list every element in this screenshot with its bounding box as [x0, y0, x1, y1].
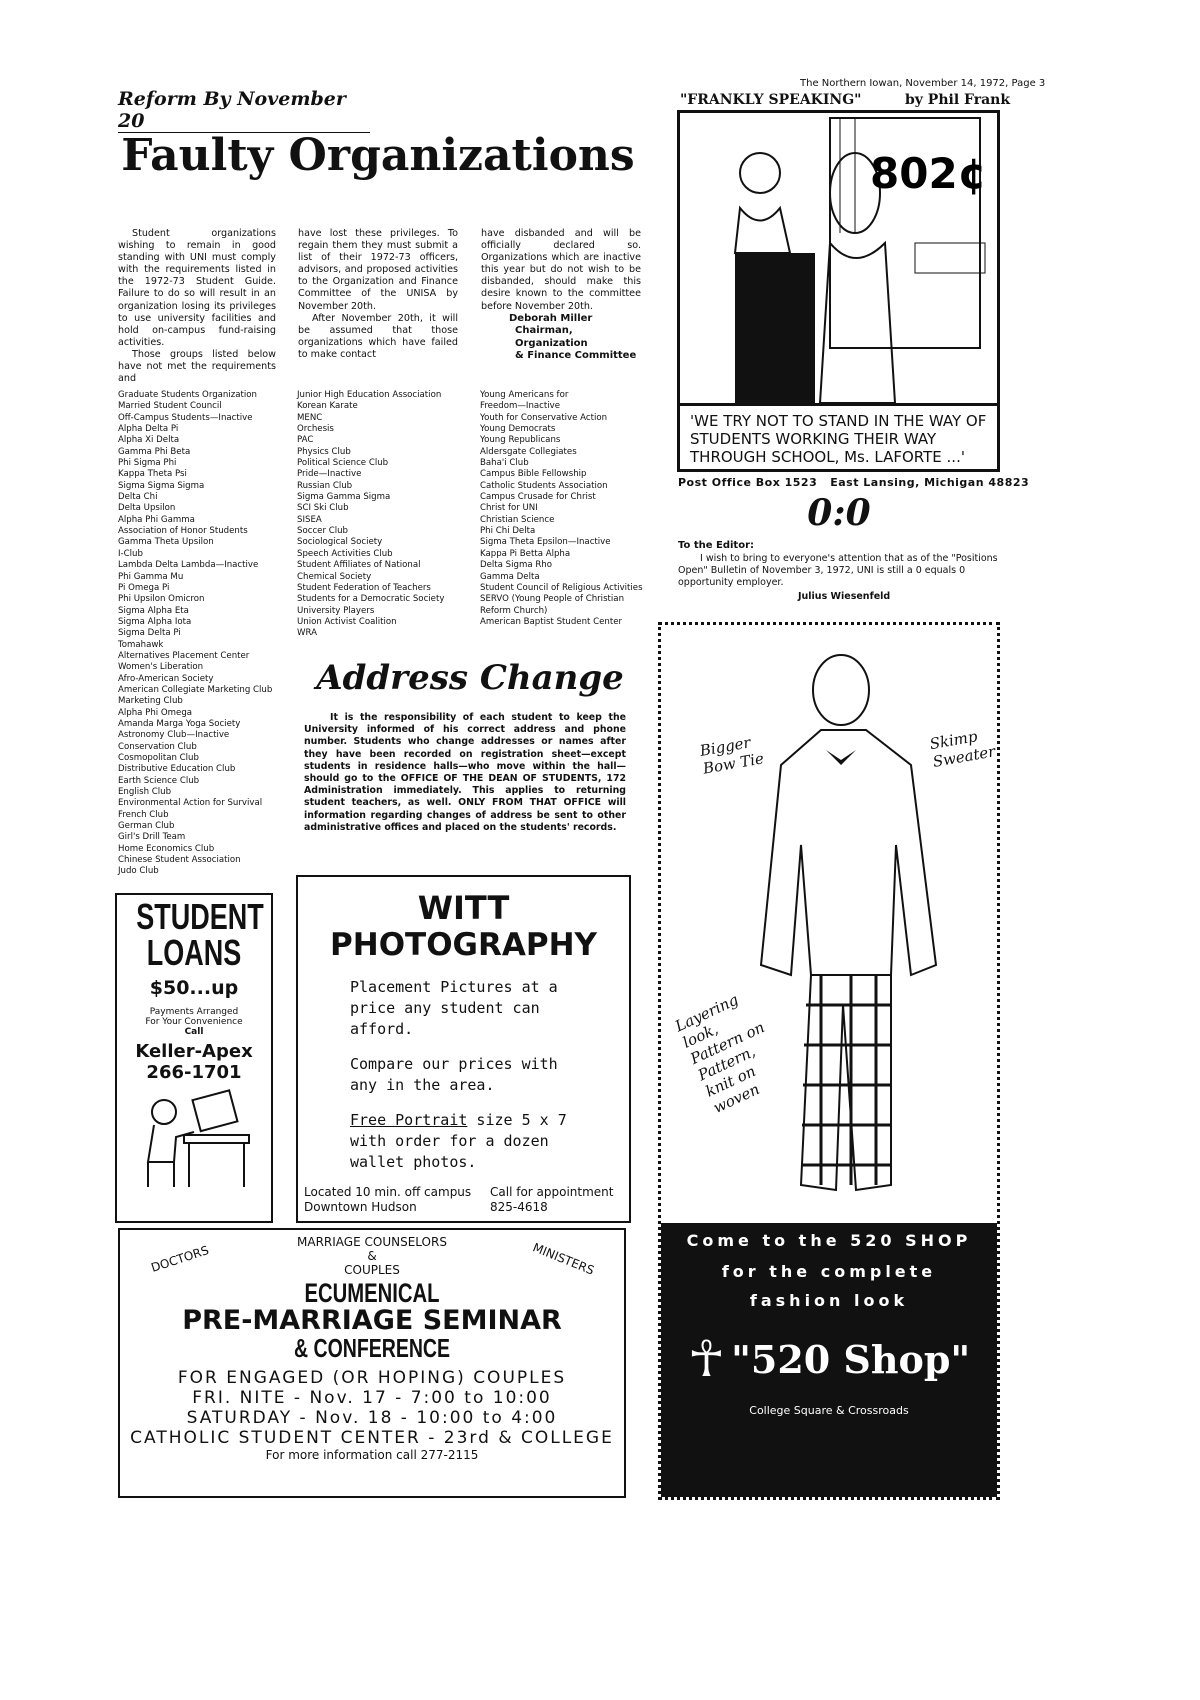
organization-list-item: Married Student Council — [118, 401, 222, 412]
ad-text: FRI. NITE - Nov. 17 - 7:00 to 10:00 — [192, 1388, 552, 1408]
ad-headline: LOANS — [146, 932, 242, 973]
organization-list-item: Chemical Society — [297, 571, 372, 582]
organization-list-item: Amanda Marga Yoga Society — [118, 718, 241, 729]
organization-list-item: Alpha Delta Pi — [118, 424, 179, 435]
organization-list-item: Campus Crusade for Christ — [480, 492, 596, 503]
organization-list-item: Russian Club — [297, 480, 353, 491]
organization-list-item: Reform Church) — [480, 605, 548, 616]
organization-list-item: Alpha Phi Omega — [118, 707, 193, 718]
organization-list-item: Student Federation of Teachers — [297, 582, 431, 593]
organization-list-item: Lambda Delta Lambda—Inactive — [118, 560, 259, 571]
ad-text: size 5 x 7 with order for a dozen wallet photos. — [350, 1111, 567, 1171]
organization-list-item: Sigma Sigma Sigma — [118, 480, 205, 491]
org-list-1 — [118, 390, 272, 878]
fashion-illustration — [721, 645, 951, 1215]
paragraph: After November 20th, it will be assumed that those organizations which have failed to make contact — [298, 312, 458, 360]
org-list-2 — [297, 390, 444, 640]
organization-list-item: Cosmopolitan Club — [118, 753, 199, 763]
organization-list-item: Gamma Phi Beta — [118, 446, 191, 457]
organization-list-item: WRA — [297, 628, 317, 639]
cartoon-title: "FRANKLY SPEAKING" — [680, 92, 862, 108]
cartoon-illustration — [680, 113, 997, 403]
ad-headline: fashion look — [749, 1291, 909, 1310]
ad-text: SATURDAY - Nov. 18 - 10:00 to 4:00 — [186, 1408, 558, 1428]
organization-list-item: Aldersgate Collegiates — [480, 446, 577, 457]
organization-list-item: Sigma Alpha Iota — [118, 616, 192, 627]
ad-headline: WITT — [417, 889, 510, 927]
ad-text: For more information call 277-2115 — [265, 1448, 479, 1462]
ad-headline: Come to the 520 SHOP — [686, 1231, 972, 1250]
ad-price: $50...up — [149, 977, 239, 999]
organization-list-item: SCI Ski Club — [297, 503, 349, 514]
organization-list-item: Afro-American Society — [118, 673, 214, 684]
organization-list-item: Sigma Alpha Eta — [118, 605, 189, 616]
handwritten-note: Layering look, Pattern on Pattern, knit on woven — [672, 990, 768, 1117]
ad-headline: for the complete — [721, 1262, 937, 1281]
ad-location — [304, 1185, 471, 1215]
paragraph: Student organizations wishing to remain in good standing with UNI must comply with the requirements listed in the 1972-73 Student Guide. Failure to do so will result in an organization losing its privileges to use university facilities and hold on-campus fund-raising activities. — [118, 228, 276, 348]
organization-list-item: German Club — [118, 821, 175, 832]
ad-text: DOCTORS — [149, 1243, 211, 1275]
organization-list-item: Pride—Inactive — [297, 469, 362, 480]
signature-title: Chairman, Organization — [515, 325, 588, 349]
ad-text: Payments Arranged — [149, 1007, 239, 1017]
ad-phone: 825-4618 — [490, 1200, 548, 1214]
organization-list-item: Astronomy Club—Inactive — [118, 730, 230, 741]
ad-text: MARRIAGE COUNSELORS — [297, 1235, 447, 1249]
organization-list-item: Youth for Conservative Action — [480, 412, 608, 423]
organization-list-item: Judo Club — [118, 866, 159, 877]
shop-locations: College Square & Crossroads — [749, 1404, 909, 1417]
signature-name: Deborah Miller — [509, 312, 593, 324]
ad-text: CATHOLIC STUDENT CENTER - 23rd & COLLEGE — [130, 1428, 614, 1448]
article-column-2 — [298, 228, 458, 361]
shop-logo: "520 Shop" — [731, 1336, 971, 1382]
organization-list-item: Physics Club — [297, 446, 351, 457]
handwritten-note: Bigger Bow Tie — [698, 733, 766, 778]
organization-list-item: Young Democrats — [480, 424, 556, 435]
organization-list-item: Freedom—Inactive — [480, 401, 561, 412]
organization-list-item: PAC — [297, 435, 314, 446]
organization-list-item: MENC — [297, 412, 323, 423]
free-portrait-text: Free Portrait — [350, 1111, 468, 1129]
organization-list-item: Speech Activities Club — [297, 548, 393, 559]
organization-list-item: Earth Science Club — [118, 775, 200, 786]
ad-phone: 266-1701 — [146, 1062, 242, 1083]
ad-text: FOR ENGAGED (OR HOPING) COUPLES — [177, 1368, 567, 1388]
organization-list-item: Delta Sigma Rho — [480, 560, 553, 571]
organization-list-item: Union Activist Coalition — [297, 616, 397, 627]
organization-list-item: American Baptist Student Center — [480, 616, 623, 627]
organization-list-item: Students for a Democratic Society — [297, 594, 445, 605]
witt-photography-ad — [296, 875, 631, 1223]
masthead-line: The Northern Iowan, November 14, 1972, Page 3 — [800, 78, 1046, 89]
organization-list-item: Young Republicans — [480, 435, 561, 446]
organization-list-item: Gamma Theta Upsilon — [118, 537, 214, 548]
ad-text: Located 10 min. off campus — [304, 1185, 472, 1199]
organization-list-item: Student Council of Religious Activities — [480, 582, 643, 593]
address-change-title: Address Change — [316, 658, 624, 698]
organization-list-item: Delta Upsilon — [118, 503, 176, 514]
organization-list-item: Phi Sigma Phi — [118, 458, 177, 469]
ad-text: Downtown Hudson — [304, 1200, 417, 1214]
organization-list-item: Home Economics Club — [118, 843, 215, 854]
shop-ad-panel — [661, 1223, 997, 1497]
paragraph: have lost these privileges. To regain them they must submit a list of their 1972-73 officers, advisors, and proposed activities to the Organization and Finance Committee of the UNISA by November 20th. — [298, 228, 458, 312]
ad-text: Call — [184, 1027, 204, 1037]
pre-marriage-seminar-ad — [118, 1228, 626, 1498]
organization-list-item: Tomahawk — [118, 639, 164, 650]
organization-list-item: English Club — [118, 787, 172, 798]
letter-body: I wish to bring to everyone's attention that as of the "Positions Open" Bulletin of November 3, 1972, UNI is still a 0 equals 0 opportunity employer. — [678, 553, 998, 588]
ad-headline: PHOTOGRAPHY — [330, 927, 597, 963]
ad-text: Compare our prices with any in the area. — [350, 1055, 558, 1094]
ad-headline: & CONFERENCE — [293, 1333, 450, 1363]
organization-list-item: Phi Chi Delta — [480, 526, 536, 537]
ad-headline: PRE-MARRIAGE SEMINAR — [182, 1305, 562, 1336]
organization-list-item: Phi Gamma Mu — [118, 571, 184, 582]
520-shop-ad — [658, 622, 1000, 1500]
paragraph: have disbanded and will be officially declared so. Organizations which are inactive this year but do not wish to be disbanded, should make this desire known to the committee before November 20th. — [481, 228, 641, 312]
organization-list-item: Graduate Students Organization — [118, 390, 257, 400]
letter-author: Julius Wiesenfeld — [798, 591, 891, 602]
article-column-3 — [481, 228, 641, 363]
organization-list-item: I-Club — [118, 548, 143, 559]
organization-list-item: Delta Chi — [118, 492, 158, 503]
article-column-1 — [118, 228, 276, 385]
letter-salutation: To the Editor: — [678, 540, 755, 551]
price-sign: 802¢ — [870, 149, 987, 198]
organization-list-item: Pi Omega Pi — [118, 582, 170, 593]
organization-list-item: Sociological Society — [297, 537, 383, 548]
frankly-speaking-cartoon — [677, 110, 1000, 472]
organization-list-item: Chinese Student Association — [118, 855, 241, 866]
ad-headline: ECUMENICAL — [304, 1278, 440, 1308]
student-loans-ad — [115, 893, 273, 1223]
ad-text: MINISTERS — [530, 1240, 597, 1278]
organization-list-item: Alpha Xi Delta — [118, 435, 180, 446]
organization-list-item: University Players — [297, 605, 375, 616]
organization-list-item: Christian Science — [480, 514, 555, 525]
article-title: Faulty Organizations — [121, 130, 635, 181]
organization-list-item: Soccer Club — [297, 526, 349, 537]
address-change-body: It is the responsibility of each student to keep the University informed of his correct address and phone number. Students who change addresses or names after they have been recorded on registration sheet—except students in residence halls—who move within the hall—should go to the OFFICE OF THE DEAN OF STUDENTS, 172 Administration immediately. This applies to returning student teachers, as well. ONLY FROM THAT OFFICE will information regarding changes of address be sent to other administrative offices and placed on the students' records. — [304, 712, 626, 833]
cartoon-address: Post Office Box 1523 East Lansing, Michigan 48823 — [678, 476, 1030, 489]
desk-man-illustration — [134, 1087, 254, 1192]
organization-list-item: Kappa Pi Betta Alpha — [480, 548, 571, 559]
article-kicker: Reform By November 20 — [118, 88, 370, 133]
cartoon-byline: by Phil Frank — [905, 92, 1011, 108]
organization-list-item: French Club — [118, 809, 169, 820]
organization-list-item: Conservation Club — [118, 741, 197, 752]
cartoon-caption: 'WE TRY NOT TO STAND IN THE WAY OF STUDENTS WORKING THEIR WAY THROUGH SCHOOL, Ms. LAFORTE ...' — [680, 403, 997, 469]
organization-list-item: Student Affiliates of National — [297, 560, 421, 571]
organization-list-item: Off-Campus Students—Inactive — [118, 412, 253, 423]
organization-list-item: Christ for UNI — [480, 503, 538, 514]
organization-list-item: Sigma Theta Epsilon—Inactive — [480, 537, 611, 548]
ad-text: COUPLES — [344, 1263, 400, 1277]
letter-title: 0:0 — [807, 492, 871, 534]
organization-list-item: Gamma Delta — [480, 571, 540, 582]
ad-text: Placement Pictures at a price any student can afford. — [350, 978, 558, 1038]
organization-list-item: Alternatives Placement Center — [118, 650, 250, 661]
organization-list-item: SISEA — [297, 514, 322, 525]
ad-text: Call for appointment — [490, 1185, 614, 1199]
ad-text: & — [367, 1249, 377, 1263]
ad-company: Keller-Apex — [135, 1041, 253, 1062]
handwritten-note: Skimp Sweater — [928, 727, 997, 771]
ad-headline: STUDENT — [136, 896, 264, 937]
organization-list-item: Korean Karate — [297, 401, 358, 412]
organization-list-item: Orchesis — [297, 424, 334, 435]
organization-list-item: Political Science Club — [297, 458, 389, 469]
paragraph: Those groups listed below have not met the requirements and — [118, 348, 276, 385]
organization-list-item: Sigma Gamma Sigma — [297, 492, 391, 503]
organization-list-item: Women's Liberation — [118, 662, 204, 673]
ad-text: For Your Convenience — [145, 1017, 243, 1027]
ad-contact — [490, 1185, 614, 1215]
organization-list-item: American Collegiate Marketing Club — [118, 684, 273, 695]
organization-list-item: Junior High Education Association — [297, 390, 442, 400]
organization-list-item: Young Americans for — [480, 390, 569, 400]
organization-list-item: Sigma Delta Pi — [118, 628, 181, 639]
organization-list-item: Kappa Theta Psi — [118, 469, 187, 480]
organization-list-item: Marketing Club — [118, 696, 183, 707]
organization-list-item: Campus Bible Fellowship — [480, 469, 587, 480]
organization-list-item: Distributive Education Club — [118, 764, 236, 775]
lamp-post-icon: ☥ — [687, 1330, 726, 1388]
organization-list-item: Phi Upsilon Omicron — [118, 594, 205, 605]
organization-list-item: SERVO (Young People of Christian — [480, 594, 625, 605]
signature — [481, 313, 641, 363]
ad-body — [350, 977, 585, 1173]
organization-list-item: Environmental Action for Survival — [118, 798, 263, 809]
organization-list-item: Girl's Drill Team — [118, 832, 186, 843]
organization-list-item: Alpha Phi Gamma — [118, 514, 195, 525]
organization-list-item: Catholic Students Association — [480, 480, 608, 491]
organization-list-item: Baha'i Club — [480, 458, 529, 469]
organization-list-item: Association of Honor Students — [118, 526, 248, 537]
org-list-3 — [480, 390, 643, 628]
signature-title: & Finance Committee — [515, 350, 637, 362]
